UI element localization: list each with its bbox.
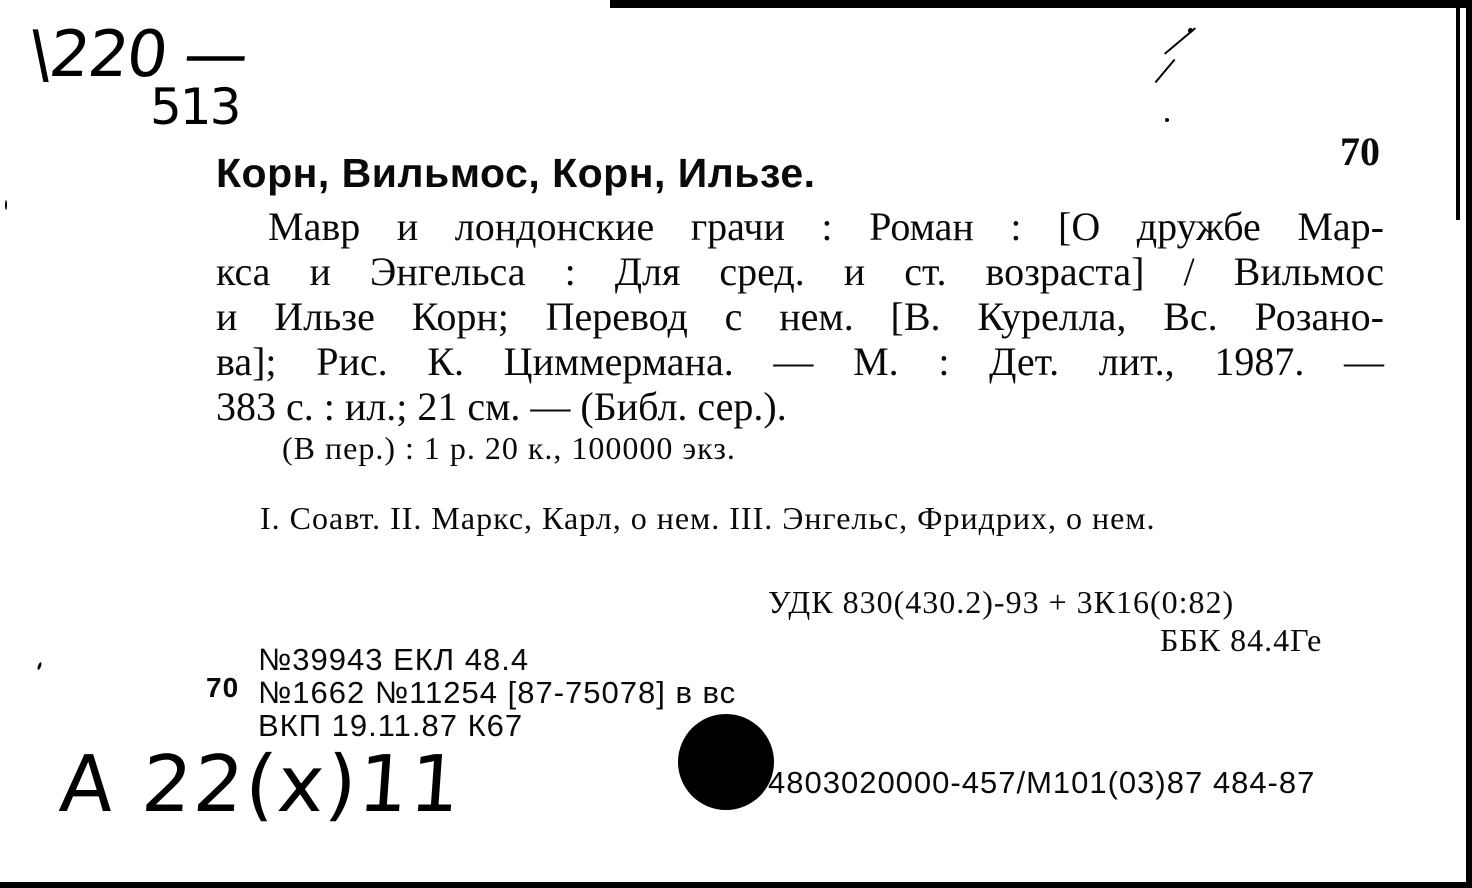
card-number: 70 — [1340, 129, 1380, 174]
description-line: кса и Энгельса : Для сред. и ст. возраста] / Вильмос — [216, 249, 1384, 294]
pencil-mark — [1155, 59, 1176, 83]
pencil-dot — [1165, 118, 1169, 122]
description-line: ва]; Рис. К. Циммермана. — М. : Дет. лит., 1987. — — [216, 339, 1384, 384]
handwritten-inventory-code: A 22(x)11 — [56, 740, 465, 830]
isbn-code: 4803020000-457/М101(03)87 484-87 — [768, 765, 1316, 800]
description-line: и Ильзе Корн; Перевод с нем. [В. Курелла, Вс. Розано- — [216, 294, 1384, 339]
scan-border-top — [610, 0, 1472, 8]
ink-speck — [5, 200, 7, 210]
description-line: 383 с. : ил.; 21 см. — (Библ. сер.). — [216, 384, 787, 429]
scan-border-bottom — [0, 882, 1472, 888]
registry-line: №39943 ЕКЛ 48.4 — [258, 642, 530, 677]
bibliographic-description — [216, 204, 1384, 429]
catalog-card-punch-hole — [678, 714, 774, 810]
pencil-dot — [1188, 28, 1193, 33]
bbk-classification: ББК 84.4Ге — [1160, 622, 1323, 658]
description-line: Мавр и лондонские грачи : Роман : [О дружбе Мар- — [268, 204, 1384, 249]
added-entries-tracings: I. Соавт. II. Маркс, Карл, о нем. III. Энгельс, Фридрих, о нем. — [260, 500, 1156, 536]
scan-border-right — [1466, 0, 1472, 888]
handwritten-shelfmark-line1: \220 — — [26, 18, 250, 92]
udk-classification: УДК 830(430.2)-93 + 3К16(0:82) — [768, 584, 1235, 620]
author-heading: Корн, Вильмос, Корн, Ильзе. — [216, 150, 816, 196]
scan-border-right-inner — [1456, 0, 1460, 220]
registry-prefix: 70 — [206, 672, 240, 703]
registry-line: №1662 №11254 [87-75078] в вс — [258, 675, 737, 710]
price-and-print-run: (В пер.) : 1 р. 20 к., 100000 экз. — [282, 430, 736, 466]
registry-line: ВКП 19.11.87 К67 — [258, 708, 524, 743]
ink-speck — [37, 662, 43, 671]
handwritten-shelfmark-line2: 513 — [150, 78, 240, 136]
